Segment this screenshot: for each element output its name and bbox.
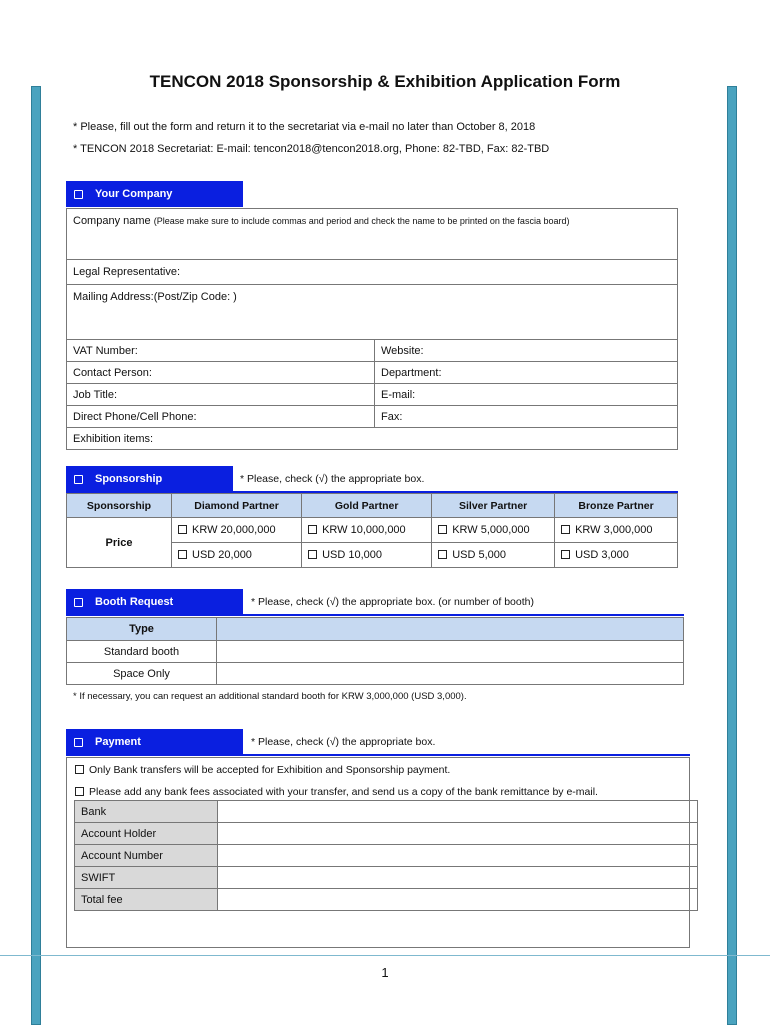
bank-label: Bank — [75, 801, 218, 823]
bank-transfer-option[interactable]: Only Bank transfers will be accepted for Exhibition and Sponsorship payment. — [75, 764, 450, 776]
company-table — [66, 208, 678, 450]
sponsorship-table — [66, 493, 678, 568]
company-name-field[interactable] — [67, 209, 678, 260]
standard-booth-input[interactable] — [217, 641, 684, 663]
mailing-address-field[interactable]: Mailing Address:(Post/Zip Code: ) — [67, 285, 678, 340]
department-field[interactable]: Department: — [375, 362, 678, 384]
bank-fees-option[interactable]: Please add any bank fees associated with your transfer, and send us a copy of the bank remittance by e-mail. — [75, 786, 598, 798]
footer-line — [0, 955, 770, 956]
total-fee-input[interactable] — [218, 889, 698, 911]
secretariat-note: * TENCON 2018 Secretariat: E-mail: tencon2018@tencon2018.org, Phone: 82-TBD, Fax: 82-TBD — [73, 143, 550, 155]
bronze-usd-option[interactable]: USD 3,000 — [555, 543, 678, 568]
booth-note: * Please, check (√) the appropriate box. (or number of booth) — [251, 596, 534, 608]
quantity-header — [217, 618, 684, 641]
checkbox-icon — [74, 598, 83, 607]
company-heading: Your Company — [95, 188, 173, 200]
fax-field[interactable]: Fax: — [375, 406, 678, 428]
space-only-label: Space Only — [67, 663, 217, 685]
checkbox-icon — [74, 738, 83, 747]
diamond-krw-option[interactable]: KRW 20,000,000 — [172, 518, 302, 543]
account-number-input[interactable] — [218, 845, 698, 867]
checkbox-icon[interactable] — [561, 525, 570, 534]
gold-krw-option[interactable]: KRW 10,000,000 — [302, 518, 432, 543]
payment-heading: Payment — [95, 736, 141, 748]
company-section-header — [66, 181, 243, 207]
gold-usd-option[interactable]: USD 10,000 — [302, 543, 432, 568]
account-number-label: Account Number — [75, 845, 218, 867]
payment-section-header — [66, 729, 243, 755]
page-number: 1 — [381, 965, 389, 980]
email-field[interactable]: E-mail: — [375, 384, 678, 406]
company-name-label: Company name — [73, 215, 151, 227]
right-decorative-bar — [727, 86, 737, 1025]
deadline-note: * Please, fill out the form and return it to the secretariat via e-mail no later than October 8, 2018 — [73, 121, 536, 133]
bronze-header: Bronze Partner — [555, 494, 678, 518]
sponsorship-note: * Please, check (√) the appropriate box. — [240, 473, 425, 485]
swift-label: SWIFT — [75, 867, 218, 889]
silver-header: Silver Partner — [432, 494, 555, 518]
checkbox-icon[interactable] — [438, 525, 447, 534]
left-decorative-bar — [31, 86, 41, 1025]
checkbox-icon[interactable] — [75, 787, 84, 796]
booth-heading: Booth Request — [95, 596, 174, 608]
diamond-header: Diamond Partner — [172, 494, 302, 518]
vat-field[interactable]: VAT Number: — [67, 340, 375, 362]
standard-booth-label: Standard booth — [67, 641, 217, 663]
booth-footnote: * If necessary, you can request an additional standard booth for KRW 3,000,000 (USD 3,000). — [73, 691, 467, 702]
contact-field[interactable]: Contact Person: — [67, 362, 375, 384]
bronze-krw-option[interactable]: KRW 3,000,000 — [555, 518, 678, 543]
checkbox-icon[interactable] — [178, 550, 187, 559]
checkbox-icon[interactable] — [438, 550, 447, 559]
silver-krw-option[interactable]: KRW 5,000,000 — [432, 518, 555, 543]
exhibition-items-field[interactable]: Exhibition items: — [67, 428, 678, 450]
price-label: Price — [67, 518, 172, 568]
space-only-input[interactable] — [217, 663, 684, 685]
checkbox-icon — [74, 190, 83, 199]
sponsorship-heading: Sponsorship — [95, 473, 163, 485]
payment-rule — [66, 754, 690, 756]
swift-input[interactable] — [218, 867, 698, 889]
booth-rule — [66, 614, 684, 616]
booth-section-header — [66, 589, 243, 615]
company-name-hint: (Please make sure to include commas and period and check the name to be printed on the fascia board) — [153, 216, 570, 226]
legal-rep-field[interactable]: Legal Representative: — [67, 260, 678, 285]
checkbox-icon[interactable] — [308, 525, 317, 534]
form-title: TENCON 2018 Sponsorship & Exhibition Application Form — [149, 72, 621, 91]
account-holder-label: Account Holder — [75, 823, 218, 845]
spons-header: Sponsorship — [67, 494, 172, 518]
total-fee-label: Total fee — [75, 889, 218, 911]
checkbox-icon[interactable] — [75, 765, 84, 774]
checkbox-icon[interactable] — [561, 550, 570, 559]
payment-note: * Please, check (√) the appropriate box. — [251, 736, 436, 748]
website-field[interactable]: Website: — [375, 340, 678, 362]
checkbox-icon[interactable] — [178, 525, 187, 534]
gold-header: Gold Partner — [302, 494, 432, 518]
diamond-usd-option[interactable]: USD 20,000 — [172, 543, 302, 568]
checkbox-icon — [74, 475, 83, 484]
phone-field[interactable]: Direct Phone/Cell Phone: — [67, 406, 375, 428]
bank-input[interactable] — [218, 801, 698, 823]
bank-table — [74, 800, 698, 911]
silver-usd-option[interactable]: USD 5,000 — [432, 543, 555, 568]
sponsorship-section-header — [66, 466, 233, 492]
checkbox-icon[interactable] — [308, 550, 317, 559]
job-title-field[interactable]: Job Title: — [67, 384, 375, 406]
booth-table — [66, 617, 684, 685]
account-holder-input[interactable] — [218, 823, 698, 845]
type-header: Type — [67, 618, 217, 641]
